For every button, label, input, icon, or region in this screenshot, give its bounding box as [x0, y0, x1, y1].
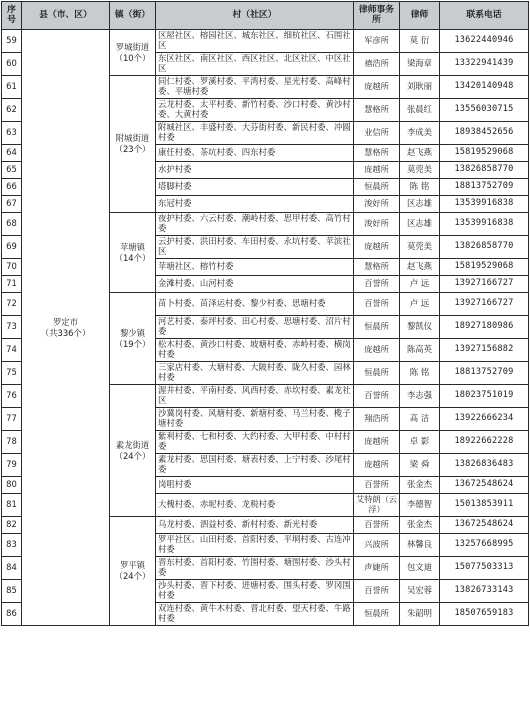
lawyer-name: 朱韶明 [400, 603, 440, 626]
row-no: 75 [2, 362, 22, 385]
lawyer-name: 莫莞美 [400, 236, 440, 259]
lawyer-name: 张金杰 [400, 477, 440, 494]
town-count: （10个） [114, 52, 151, 63]
phone-number: 13556030715 [440, 99, 529, 122]
village-list: 沙头村委、晋下村委、进塘村委、围头村委、罗冈围村委 [156, 580, 354, 603]
law-firm: 军彦所 [354, 30, 400, 53]
row-no: 79 [2, 454, 22, 477]
town-cell [110, 517, 156, 626]
town-cell [110, 385, 156, 517]
header-village: 村（社区） [156, 2, 354, 30]
lawyer-name: 高 洁 [400, 408, 440, 431]
row-no: 65 [2, 162, 22, 179]
town-count: （19个） [114, 338, 151, 349]
lawyer-name: 吴宏蓉 [400, 580, 440, 603]
row-no: 85 [2, 580, 22, 603]
town-count: （24个） [114, 571, 151, 581]
town-cell [110, 293, 156, 385]
lawyer-name: 卢 远 [400, 276, 440, 293]
county-name: 罗定市 [52, 316, 79, 327]
row-no: 83 [2, 534, 22, 557]
law-firm: 恒晨所 [354, 316, 400, 339]
header-row [2, 2, 529, 30]
village-list: 区屋社区、榕园社区、城东社区、细杭社区、石围社区 [156, 30, 354, 53]
law-firm: 浚好所 [354, 213, 400, 236]
phone-number: 13927166727 [440, 276, 529, 293]
village-list: 东区社区、南区社区、西区社区、北区社区、中区社区 [156, 53, 354, 76]
phone-number: 18507659183 [440, 603, 529, 626]
row-no: 63 [2, 122, 22, 145]
village-list: 东冠村委 [156, 196, 354, 213]
village-list: 三家店村委、大塘村委、大陂村委、陇久村委、园林村委 [156, 362, 354, 385]
phone-number: 13672548624 [440, 517, 529, 534]
law-firm: 百誉所 [354, 517, 400, 534]
lawyer-name: 区志雄 [400, 196, 440, 213]
law-firm: 百誉所 [354, 580, 400, 603]
village-list: 岗咀村委 [156, 477, 354, 494]
row-no: 60 [2, 53, 22, 76]
row-no: 74 [2, 339, 22, 362]
village-list: 云护村委、洪田村委、车田村委、永坑村委、苹滨社区 [156, 236, 354, 259]
lawyer-name: 区志雄 [400, 213, 440, 236]
header-no: 序号 [2, 2, 22, 30]
lawyer-assignment-table [1, 1, 529, 626]
phone-number: 15819529068 [440, 145, 529, 162]
row-no: 82 [2, 517, 22, 534]
law-firm: 恒晨所 [354, 179, 400, 196]
law-firm: 百誉所 [354, 477, 400, 494]
row-no: 76 [2, 385, 22, 408]
row-no: 71 [2, 276, 22, 293]
lawyer-name: 赵飞燕 [400, 259, 440, 276]
town-count: （24个） [114, 450, 151, 461]
village-list: 苹塘社区、榕竹村委 [156, 259, 354, 276]
phone-number: 13826836483 [440, 454, 529, 477]
phone-number: 13420140948 [440, 76, 529, 99]
phone-number: 18023751019 [440, 385, 529, 408]
phone-number: 13539916838 [440, 196, 529, 213]
village-list: 紫利村委、七和村委、大约村委、大甲村委、中村村委 [156, 431, 354, 454]
lawyer-name: 黎凯仪 [400, 316, 440, 339]
row-no: 78 [2, 431, 22, 454]
village-list: 康任村委、茶坑村委、四东村委 [156, 145, 354, 162]
county-cell [22, 30, 110, 626]
lawyer-name: 陈 铭 [400, 179, 440, 196]
town-cell [110, 76, 156, 213]
phone-number: 15819529068 [440, 259, 529, 276]
village-list: 同仁村委、罗溪村委、平湾村委、星光村委、高峰村委、平塘村委 [156, 76, 354, 99]
village-list: 渥井村委、平南村委、风西村委、赤坎村委、素龙社区 [156, 385, 354, 408]
town-count: （14个） [114, 252, 151, 263]
row-no: 73 [2, 316, 22, 339]
law-firm: 翔浩所 [354, 408, 400, 431]
village-list: 大槐村委、赤坭村委、龙税村委 [156, 494, 354, 517]
law-firm: 庞越所 [354, 236, 400, 259]
village-list: 河艺村委、泰坪村委、田心村委、思塘村委、沼片村委 [156, 316, 354, 339]
row-no: 80 [2, 477, 22, 494]
law-firm: 恒晨所 [354, 362, 400, 385]
row-no: 72 [2, 293, 22, 316]
law-firm: 艾特朗（云浮） [354, 494, 400, 517]
village-list: 附城社区、丰盛村委、大芬街村委、新民村委、冲圆村委 [156, 122, 354, 145]
law-firm: 庞越所 [354, 339, 400, 362]
header-town: 镇（街） [110, 2, 156, 30]
phone-number: 13826733143 [440, 580, 529, 603]
village-list: 夜护村委、六云村委、潮岭村委、思甲村委、高竹村委 [156, 213, 354, 236]
law-firm: 庞越所 [354, 454, 400, 477]
phone-number: 18927180986 [440, 316, 529, 339]
phone-number: 18938452656 [440, 122, 529, 145]
town-name: 苹塘镇 [119, 241, 146, 252]
lawyer-name: 李志强 [400, 385, 440, 408]
law-firm: 庞越所 [354, 431, 400, 454]
lawyer-name: 林馨良 [400, 534, 440, 557]
phone-number: 15077503313 [440, 557, 529, 580]
phone-number: 13826858770 [440, 236, 529, 259]
phone-number: 13622440946 [440, 30, 529, 53]
row-no: 86 [2, 603, 22, 626]
village-list: 罗平社区、山田村委、首阳村委、平垌村委、古连冲村委 [156, 534, 354, 557]
header-lawyer: 律师 [400, 2, 440, 30]
law-firm: 百誉所 [354, 293, 400, 316]
village-list: 晋东村委、首阳村委、竹围村委、塘围村委、沙头村委 [156, 557, 354, 580]
lawyer-name: 卓 影 [400, 431, 440, 454]
law-firm: 慧格所 [354, 259, 400, 276]
row-no: 62 [2, 99, 22, 122]
header-phone: 联系电话 [440, 2, 529, 30]
law-firm: 庞越所 [354, 162, 400, 179]
town-name: 附城街道 [115, 133, 150, 143]
row-no: 61 [2, 76, 22, 99]
phone-number: 18813752709 [440, 362, 529, 385]
law-firm: 声婕所 [354, 557, 400, 580]
village-list: 松木村委、黄沙口村委、坡塘村委、赤岭村委、横岗村委 [156, 339, 354, 362]
phone-number: 13322941439 [440, 53, 529, 76]
phone-number: 15013853911 [440, 494, 529, 517]
law-firm: 禧浩所 [354, 53, 400, 76]
law-firm: 浚好所 [354, 196, 400, 213]
row-no: 77 [2, 408, 22, 431]
town-name: 罗城街道 [115, 41, 150, 52]
phone-number: 18813752709 [440, 179, 529, 196]
town-cell [110, 213, 156, 293]
phone-number: 18922662228 [440, 431, 529, 454]
header-firm: 律师事务所 [354, 2, 400, 30]
lawyer-name: 莫莞美 [400, 162, 440, 179]
row-no: 84 [2, 557, 22, 580]
town-name: 黎少镇 [119, 327, 146, 338]
village-list: 双连村委、黄牛木村委、晋北村委、望天村委、牛路村委 [156, 603, 354, 626]
row-no: 70 [2, 259, 22, 276]
lawyer-name: 陈 铭 [400, 362, 440, 385]
lawyer-name: 梁 舜 [400, 454, 440, 477]
village-list: 塔脚村委 [156, 179, 354, 196]
lawyer-name: 李成美 [400, 122, 440, 145]
county-count: （共336个） [40, 327, 91, 338]
row-no: 69 [2, 236, 22, 259]
table-row [2, 30, 529, 53]
row-no: 64 [2, 145, 22, 162]
town-cell [110, 30, 156, 76]
law-firm: 慧格所 [354, 145, 400, 162]
law-firm: 百誉所 [354, 385, 400, 408]
lawyer-name: 包文迪 [400, 557, 440, 580]
law-firm: 恒晨所 [354, 603, 400, 626]
town-name: 素龙街道 [115, 439, 150, 450]
law-firm: 业信所 [354, 122, 400, 145]
village-list: 素龙村委、思国村委、塘表村委、上宁村委、沙尾村委 [156, 454, 354, 477]
village-list: 乌龙村委、泗益村委、新村村委、新光村委 [156, 517, 354, 534]
phone-number: 13672548624 [440, 477, 529, 494]
village-list: 云龙村委、太平村委、新竹村委、沙口村委、黄沙村委、大黄村委 [156, 99, 354, 122]
phone-number: 13927166727 [440, 293, 529, 316]
lawyer-name: 梁海章 [400, 53, 440, 76]
lawyer-name: 赵飞燕 [400, 145, 440, 162]
phone-number: 13539916838 [440, 213, 529, 236]
law-firm: 兴波所 [354, 534, 400, 557]
town-count: （23个） [114, 144, 151, 154]
village-list: 水护村委 [156, 162, 354, 179]
law-firm: 慧格所 [354, 99, 400, 122]
lawyer-name: 李德智 [400, 494, 440, 517]
phone-number: 13257668995 [440, 534, 529, 557]
row-no: 66 [2, 179, 22, 196]
row-no: 68 [2, 213, 22, 236]
law-firm: 庞越所 [354, 76, 400, 99]
lawyer-name: 莫 衍 [400, 30, 440, 53]
row-no: 59 [2, 30, 22, 53]
lawyer-name: 陈高英 [400, 339, 440, 362]
town-name: 罗平镇 [119, 560, 146, 570]
law-firm: 百誉所 [354, 276, 400, 293]
lawyer-name: 张金杰 [400, 517, 440, 534]
lawyer-name: 张晨红 [400, 99, 440, 122]
lawyer-name: 刘耿丽 [400, 76, 440, 99]
village-list: 苗卜村委、苗泽运村委、黎少村委、思塘村委 [156, 293, 354, 316]
phone-number: 13826858770 [440, 162, 529, 179]
village-list: 金滩村委、山河村委 [156, 276, 354, 293]
phone-number: 13922666234 [440, 408, 529, 431]
row-no: 81 [2, 494, 22, 517]
header-county: 县（市、区） [22, 2, 110, 30]
lawyer-name: 卢 远 [400, 293, 440, 316]
row-no: 67 [2, 196, 22, 213]
village-list: 沙冀岗村委、风塘村委、新塘村委、马兰村委、榄子塘村委 [156, 408, 354, 431]
phone-number: 13927156882 [440, 339, 529, 362]
